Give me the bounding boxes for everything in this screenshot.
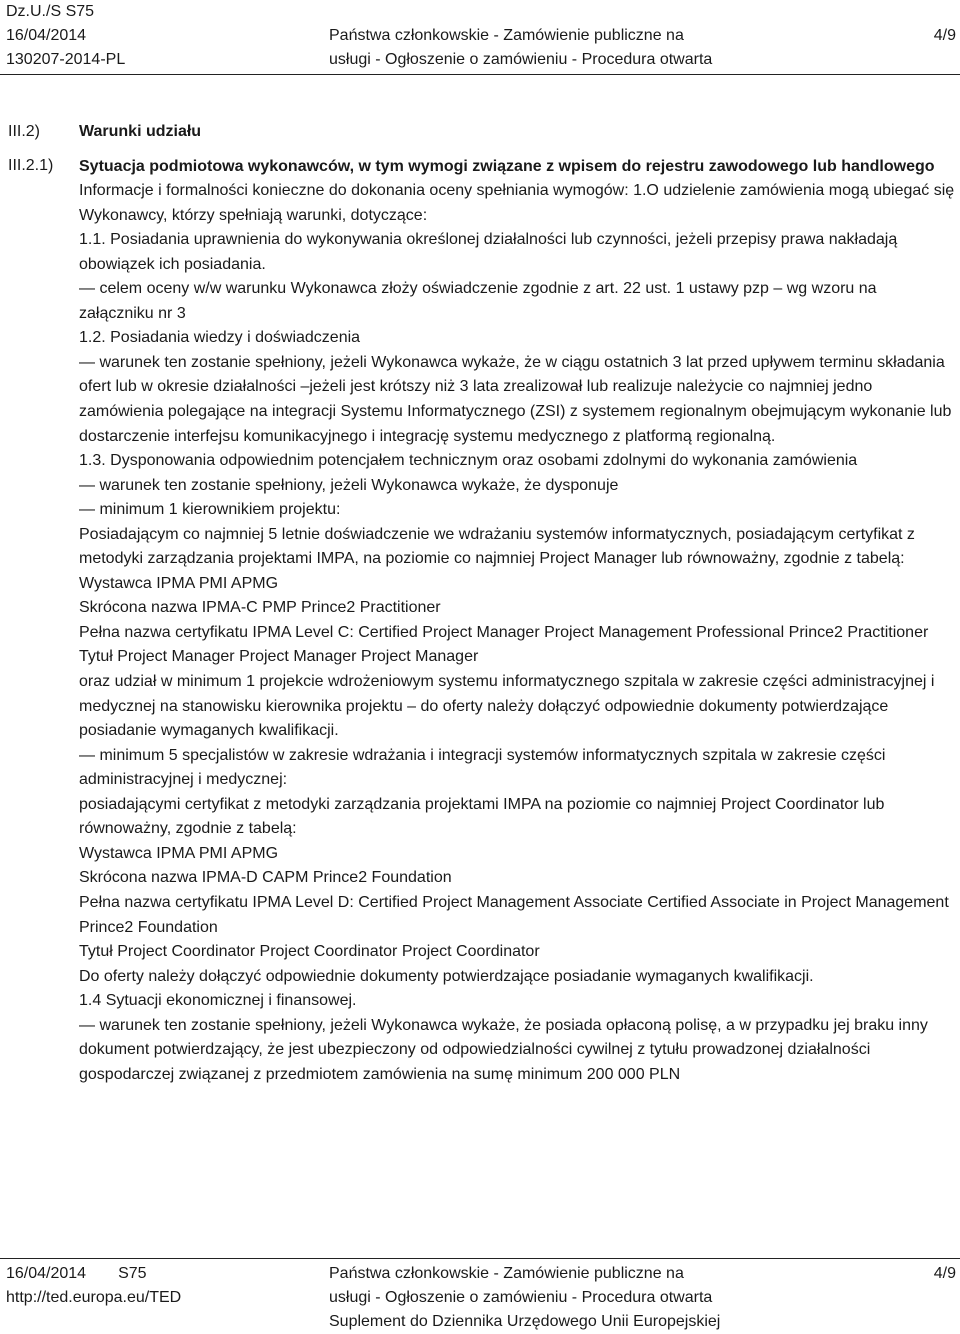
- notice-id: 130207-2014-PL: [6, 51, 126, 68]
- footer-date: 16/04/2014: [6, 1265, 87, 1282]
- paragraph: oraz udział w minimum 1 projekcie wdrożeniowym systemu informatycznego szpitala w zakresie części administracyjnej i medycznej na stanowisku kierownika projektu – do oferty należy dołączyć odpowiednie dokumenty potwierdzające posiadanie wymaganych kwalifikacji.: [79, 673, 935, 740]
- section-number: III.2): [8, 123, 41, 140]
- page-footer: [6, 1262, 956, 1334]
- section-content: [79, 120, 955, 1087]
- section-conditions: [0, 116, 960, 1226]
- header-title-line-2: usługi - Ogłoszenie o zamówieniu - Procedura otwarta: [329, 51, 713, 68]
- subsection-heading: Sytuacja podmiotowa wykonawców, w tym wymogi związane z wpisem do rejestru zawodowego lub handlowego: [79, 157, 935, 175]
- footer-title-line-2: usługi - Ogłoszenie o zamówieniu - Procedura otwarta: [329, 1289, 713, 1306]
- paragraph: 1.1. Posiadania uprawnienia do wykonywania określonej działalności lub czynności, jeżeli przepisy prawa nakładają obowiązek ich posiadania.: [79, 231, 898, 273]
- header-date: 16/04/2014: [6, 27, 87, 44]
- paragraph: Do oferty należy dołączyć odpowiednie dokumenty potwierdzające posiadanie wymaganych kwalifikacji.: [79, 967, 814, 985]
- page-header: [6, 0, 956, 72]
- footer-page-number: 4/9: [933, 1265, 956, 1282]
- paragraph: 1.3. Dysponowania odpowiednim potencjałem technicznym oraz osobami zdolnymi do wykonania zamówienia: [79, 452, 858, 470]
- footer-title-line-1: Państwa członkowskie - Zamówienie publiczne na: [329, 1265, 684, 1282]
- footer-title: [329, 1262, 849, 1334]
- footer-left: [6, 1262, 326, 1310]
- table-row-full-name: Pełna nazwa certyfikatu IPMA Level D: Certified Project Management Associate Certified Associate in Project Management Prince2 Foundation: [79, 893, 949, 936]
- table-row-short-name: Skrócona nazwa IPMA-C PMP Prince2 Practitioner: [79, 599, 441, 617]
- paragraph: — minimum 1 kierownikiem projektu:: [79, 501, 341, 519]
- footer-divider: [0, 1258, 960, 1259]
- paragraph: — minimum 5 specjalistów w zakresie wdrażania i integracji systemów informatycznych szpitala w zakresie części administracyjnej i medycznej:: [79, 746, 886, 789]
- header-divider: [0, 74, 960, 75]
- paragraph: — warunek ten zostanie spełniony, jeżeli Wykonawca wykaże, że w ciągu ostatnich 3 lat przed upływem terminu składania ofert lub w okresie działalności –jeżeli jest krótszy niż 3 lata zrealizował lub realizuje należycie co najmniej jedno zamówienia polegające na integracji Systemu Informatycznego (ZSI) z systemem regionalnym obejmującym wykonanie lub dostarczenie interfejsu komunikacyjnego i integrację systemu medycznego z platformą regionalną.: [79, 353, 952, 445]
- paragraph: Posiadającym co najmniej 5 letnie doświadczenie we wdrażaniu systemów informatycznych, posiadającym certyfikat z metodyki zarządzania projektami IMPA, na poziomie co najmniej Project Manager lub równoważny, zgodnie z tabelą:: [79, 525, 915, 568]
- paragraph: Informacje i formalności konieczne do dokonania oceny spełniania wymogów: 1.O udzielenie zamówienia mogą ubiegać się Wykonawcy, którzy spełniają warunki, dotyczące:: [79, 182, 955, 224]
- paragraph: — warunek ten zostanie spełniony, jeżeli Wykonawca wykaże, że dysponuje: [79, 476, 619, 494]
- footer-right: [934, 1262, 956, 1286]
- table-row-issuer: Wystawca IPMA PMI APMG: [79, 574, 279, 592]
- table-row-issuer: Wystawca IPMA PMI APMG: [79, 844, 279, 862]
- table-row-full-name: Pełna nazwa certyfikatu IPMA Level C: Certified Project Manager Project Management Professional Prince2 Practitioner: [79, 623, 929, 641]
- paragraph: — warunek ten zostanie spełniony, jeżeli Wykonawca wykaże, że posiada opłaconą polisę, a w przypadku jej braku inny dokument potwierdzający, że jest ubezpieczony od odpowiedzialności cywilnej z tytułu prowadzonej działalności gospodarczej związanej z przedmiotem zamówienia na sumę minimum 200 000 PLN: [79, 1016, 928, 1083]
- table-row-short-name: Skrócona nazwa IPMA-D CAPM Prince2 Foundation: [79, 869, 452, 887]
- subsection-number: III.2.1): [8, 157, 54, 174]
- footer-issue: S75: [118, 1265, 147, 1282]
- paragraph: posiadającymi certyfikat z metodyki zarządzania projektami IMPA na poziomie co najmniej Project Coordinator lub równoważny, zgodnie z tabelą:: [79, 795, 885, 838]
- section-heading: Warunki udziału: [79, 123, 202, 140]
- footer-url[interactable]: http://ted.europa.eu/TED: [6, 1289, 182, 1306]
- paragraph: — celem oceny w/w warunku Wykonawca złoży oświadczenie zgodnie z art. 22 ust. 1 ustawy pzp – wg wzoru na załączniku nr 3: [79, 280, 877, 322]
- table-row-title: Tytuł Project Manager Project Manager Project Manager: [79, 648, 479, 666]
- paragraph: 1.4 Sytuacji ekonomicznej i finansowej.: [79, 992, 357, 1010]
- header-title-line-1: Państwa członkowskie - Zamówienie publiczne na: [329, 27, 684, 44]
- table-row-title: Tytuł Project Coordinator Project Coordinator Project Coordinator: [79, 943, 540, 961]
- header-page-number: 4/9: [933, 27, 956, 44]
- header-right: [934, 24, 956, 48]
- header-left: [6, 0, 306, 72]
- footer-title-line-3: Suplement do Dziennika Urzędowego Unii Europejskiej: [329, 1313, 721, 1330]
- paragraph: 1.2. Posiadania wiedzy i doświadczenia: [79, 329, 361, 347]
- header-title: [329, 0, 849, 72]
- journal-reference: Dz.U./S S75: [6, 3, 95, 20]
